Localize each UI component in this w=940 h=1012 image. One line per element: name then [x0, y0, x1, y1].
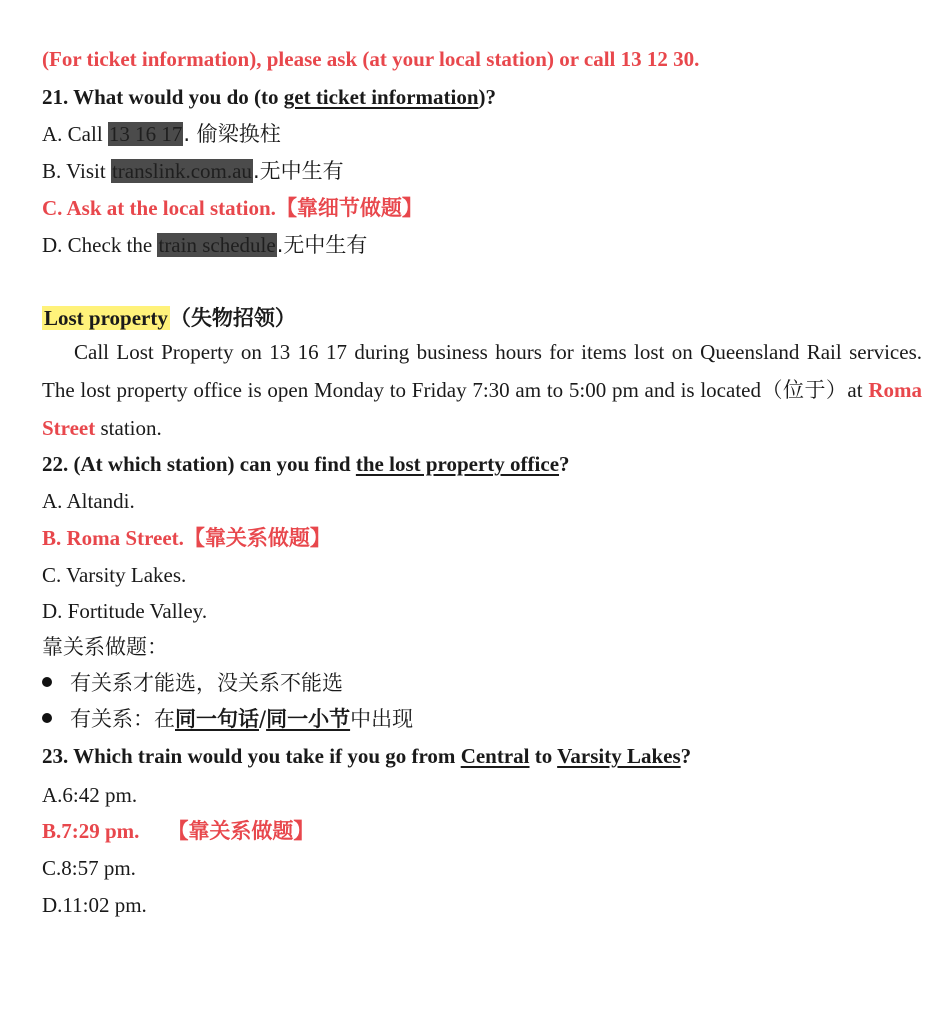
q22-option-c: C. Varsity Lakes.: [42, 563, 187, 587]
q21-option-b: [42, 157, 344, 185]
q23-option-c: C.8:57 pm.: [42, 856, 136, 880]
q21-end: )?: [478, 85, 497, 109]
q22-end: ?: [559, 452, 570, 476]
q23-question: [42, 742, 691, 770]
bullet-underline-1: 同一句话: [175, 707, 259, 731]
q21-option-d: [42, 231, 367, 259]
option-note: 【靠细节做题】: [275, 196, 423, 220]
q23-option-d: D.11:02 pm.: [42, 893, 147, 917]
lost-property-heading: [42, 304, 296, 332]
option-prefix: D. Check the: [42, 233, 158, 257]
q21-option-c: [42, 194, 423, 222]
lost-property-paragraph: [42, 333, 922, 447]
q23-text: 23. Which train would you take if you go from: [42, 744, 461, 768]
q22-emphasis: the lost property office: [355, 452, 560, 476]
masked-text: translink.com.au: [111, 159, 252, 183]
masked-text: train schedule: [158, 233, 276, 257]
intro-line: [42, 45, 699, 73]
q23-option-a: A.6:42 pm.: [42, 783, 138, 807]
bullet-icon: [42, 713, 52, 723]
q22-option-d: D. Fortitude Valley.: [42, 599, 208, 623]
bullet-text: 有关系才能选，没关系不能选: [70, 671, 343, 695]
option-prefix: B. Visit: [42, 159, 111, 183]
masked-text: 13 16 17: [108, 122, 183, 146]
option-text: B.7:29 pm.: [42, 819, 140, 843]
q23-option-b: [42, 817, 314, 845]
q23-underline-1: Central: [460, 744, 530, 768]
section-title-zh: （失物招领）: [169, 306, 296, 330]
tip-bullet-2: [42, 705, 413, 733]
paragraph-highlight: Roma Street: [42, 378, 922, 440]
paragraph-end: station.: [95, 416, 162, 440]
q23-mid: to: [529, 744, 558, 768]
q21-emphasis: get ticket information: [283, 85, 479, 109]
q21-question: [42, 83, 496, 111]
bullet-icon: [42, 677, 52, 687]
tip-bullet-1: [42, 669, 343, 697]
option-note: 【靠关系做题】: [167, 819, 315, 843]
section-title: Lost property: [44, 306, 168, 330]
q21-option-a: [42, 120, 281, 148]
q21-text: 21. What would you do (to: [42, 85, 284, 109]
q22-option-a: A. Altandi.: [42, 489, 135, 513]
q23-end: ?: [680, 744, 692, 768]
intro-paren2: (at your local station): [362, 47, 554, 71]
paragraph-text: Call Lost Property on 13 16 17 during business hours for items lost on Queensland Rail services. The lost property office is open Monday to Friday 7:30 am to 5:00 pm and is located（位于）at: [42, 340, 922, 402]
bullet-suffix: 中出现: [350, 707, 414, 731]
q23-underline-2: Varsity Lakes: [557, 744, 681, 768]
option-note: . 偷梁换柱: [183, 122, 281, 146]
bullet-text: 有关系：在: [70, 707, 175, 731]
option-text: C. Ask at the local station.: [42, 196, 276, 220]
q22-text: 22. (At which station) can you find: [42, 452, 356, 476]
intro-mid: , please ask: [256, 47, 363, 71]
option-note: 【靠关系做题】: [183, 526, 331, 550]
option-note: .无中生有: [252, 159, 344, 183]
intro-end: or call 13 12 30.: [553, 47, 700, 71]
intro-paren1: (For ticket information): [42, 47, 257, 71]
q22-option-b: [42, 524, 331, 552]
option-note: .无中生有: [276, 233, 368, 257]
bullet-separator: /: [259, 707, 267, 731]
q22-question: [42, 450, 570, 478]
option-text: B. Roma Street.: [42, 526, 184, 550]
bullet-underline-2: 同一小节: [266, 707, 351, 731]
tip-title: 靠关系做题：: [42, 635, 168, 659]
option-prefix: A. Call: [42, 122, 108, 146]
